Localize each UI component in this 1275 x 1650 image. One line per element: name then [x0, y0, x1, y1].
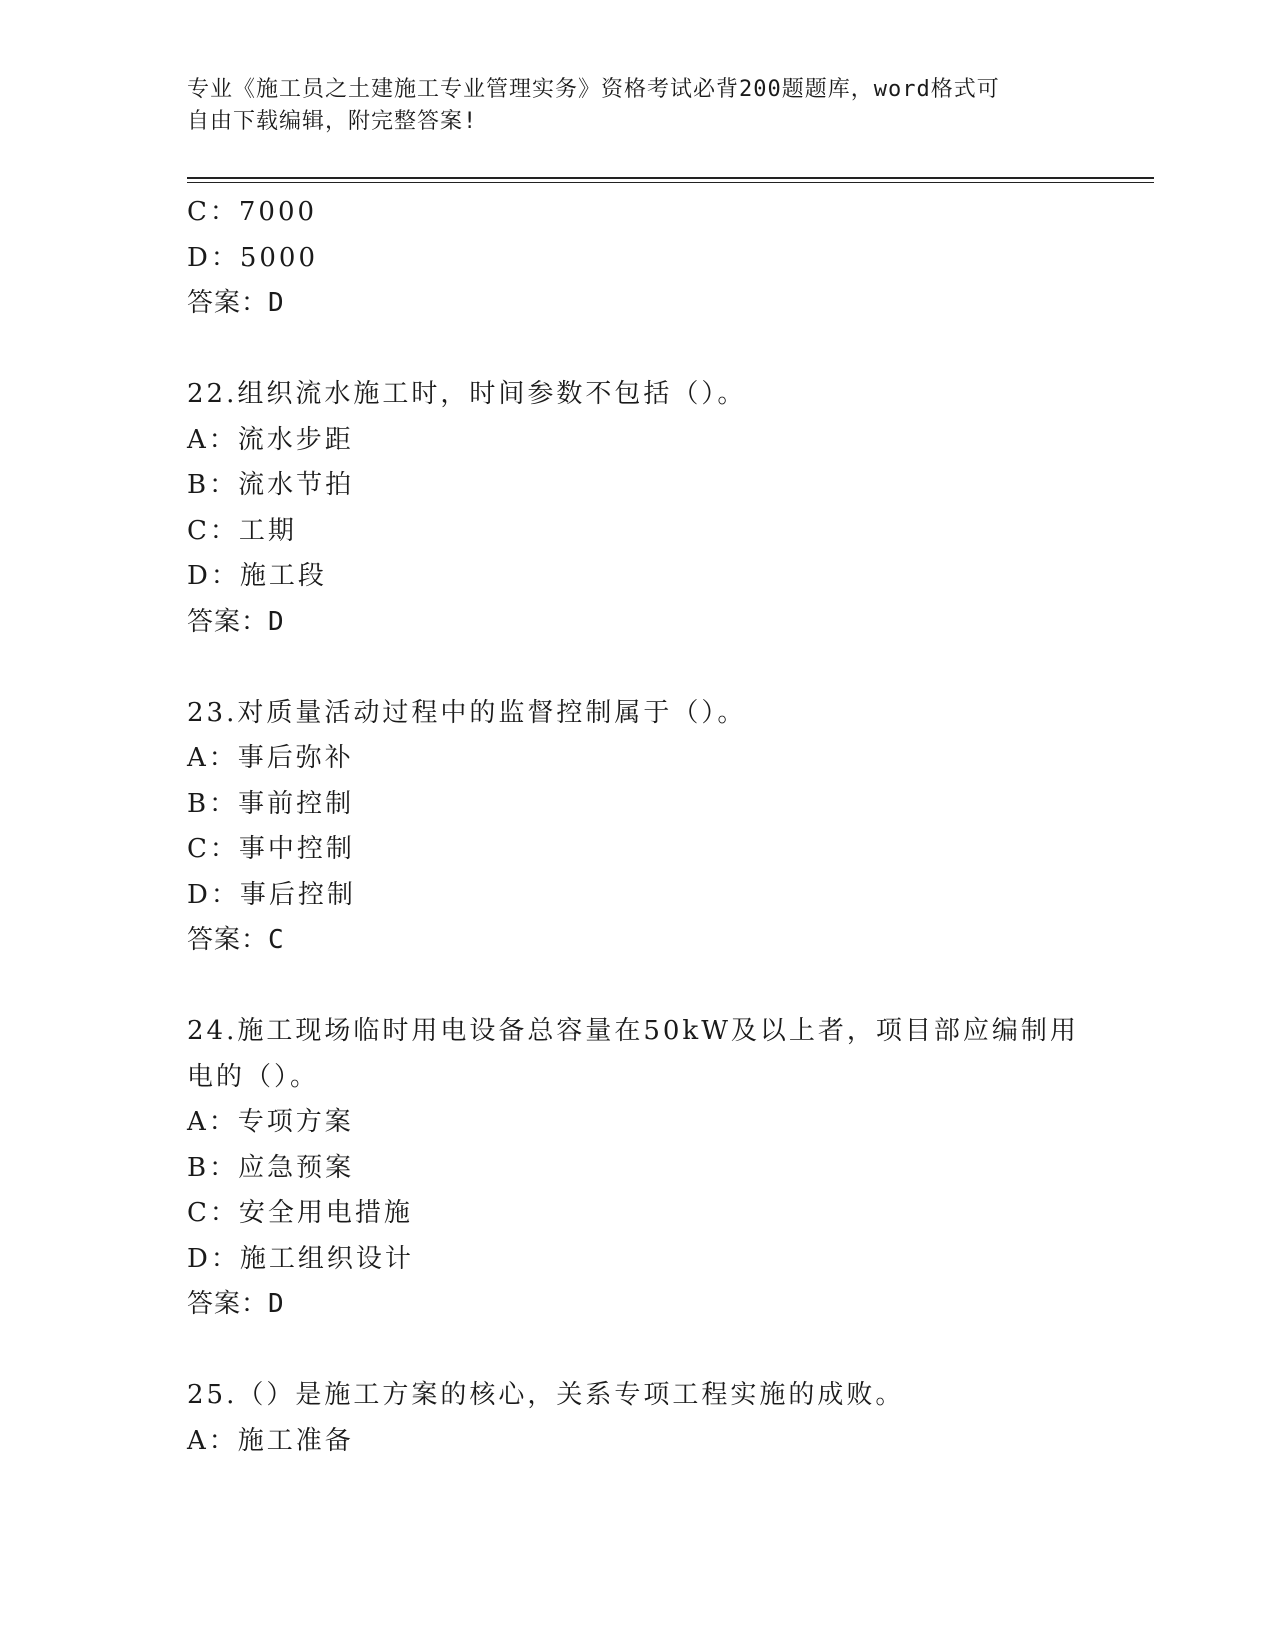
option-c: C：工期 [187, 515, 297, 546]
option-a: A：施工准备 [187, 1425, 354, 1456]
option-c: C：事中控制 [187, 834, 355, 864]
question-text-line-1: 24.施工现场临时用电设备总容量在50kW及以上者，项目部应编制用 [187, 1016, 1079, 1046]
option-d: D：施工组织设计 [187, 1243, 414, 1274]
header-line-2: 自由下载编辑，附完整答案! [187, 109, 478, 134]
answer-text: 答案：D [187, 1289, 285, 1319]
question-block-25 [187, 1373, 1087, 1464]
option-d: D：5000 [187, 242, 319, 273]
question-text: 22.组织流水施工时，时间参数不包括（）。 [187, 379, 747, 409]
header-divider-thick [187, 177, 1154, 179]
header-line-1: 专业《施工员之土建施工专业管理实务》资格考试必背200题题库，word格式可 [187, 77, 1000, 102]
question-block-23 [187, 691, 1087, 964]
option-b: B：流水节拍 [187, 470, 355, 500]
option-c: C：安全用电措施 [187, 1198, 413, 1228]
option-c: C：7000 [187, 197, 318, 227]
option-b: B：应急预案 [187, 1152, 355, 1183]
answer-text: 答案：C [187, 925, 285, 955]
answer-text: 答案：D [187, 288, 285, 318]
answer-text: 答案：D [187, 606, 285, 637]
question-block-22 [187, 372, 1087, 645]
question-text: 23.对质量活动过程中的监督控制属于（）。 [187, 697, 747, 728]
option-a: A：事后弥补 [187, 743, 354, 773]
document-header [187, 74, 1087, 138]
option-d: D：事后控制 [187, 879, 356, 910]
option-a: A：专项方案 [187, 1107, 354, 1137]
question-text-line-2: 电的（）。 [187, 1061, 320, 1092]
option-a: A：流水步距 [187, 424, 354, 455]
option-d: D：施工段 [187, 561, 327, 591]
header-divider-thin [187, 182, 1154, 183]
question-list [187, 190, 1087, 1464]
question-block-21 [187, 190, 1087, 327]
question-text: 25.（）是施工方案的核心，关系专项工程实施的成败。 [187, 1380, 905, 1410]
option-b: B：事前控制 [187, 788, 355, 819]
question-block-24 [187, 1009, 1087, 1328]
